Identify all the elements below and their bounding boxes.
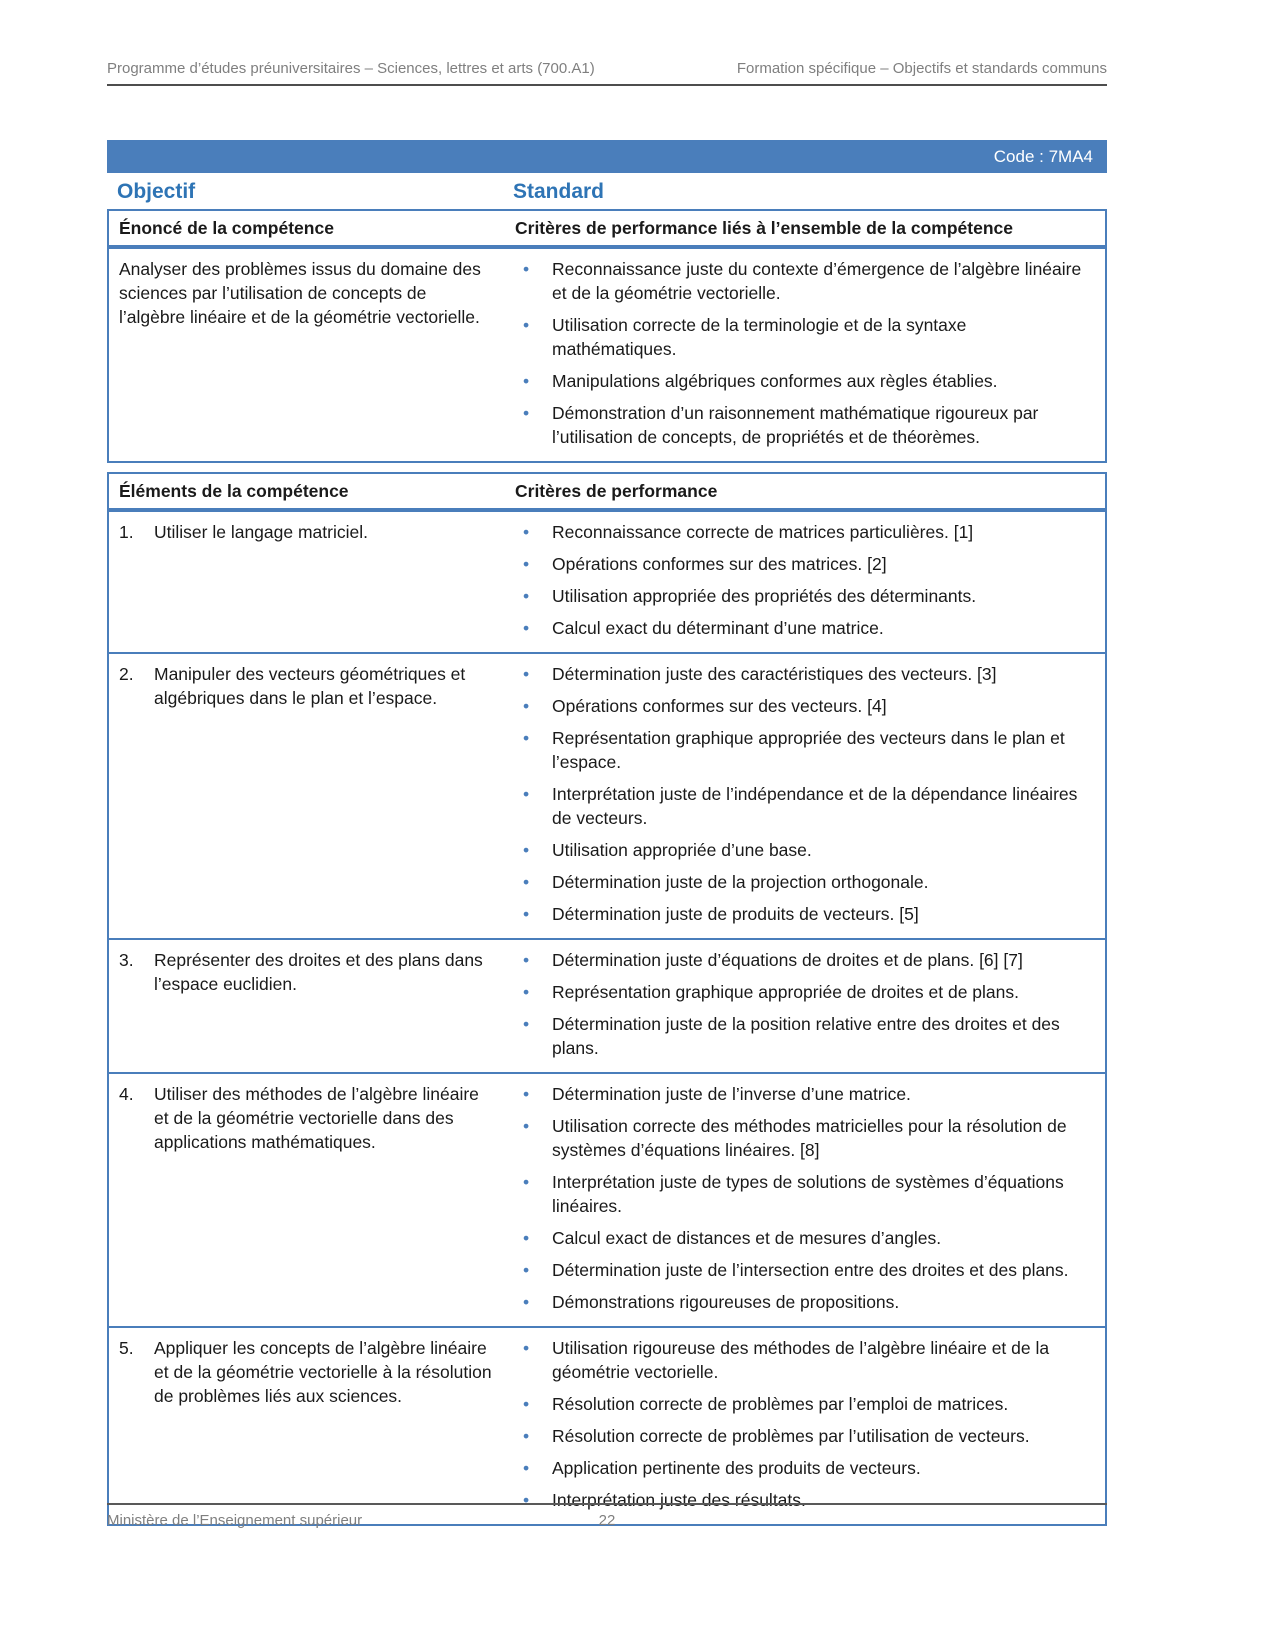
element-number: 4.	[119, 1084, 134, 1104]
criterion-item: • Utilisation correcte de la terminologie et de la syntaxe mathématiques.	[515, 313, 1095, 361]
criterion-item: • Démonstration d’un raisonnement mathématique rigoureux par l’utilisation de concepts, de propriétés et de théorèmes.	[515, 401, 1095, 449]
criteria-cell	[515, 940, 1105, 1072]
criterion-item: • Détermination juste de l’intersection entre des droites et des plans.	[515, 1258, 1095, 1282]
criterion-item: • Reconnaissance juste du contexte d’émergence de l’algèbre linéaire et de la géométrie vectorielle.	[515, 257, 1095, 305]
page-content	[107, 0, 1107, 1526]
criteria-cell	[515, 1074, 1105, 1326]
competence-table-header	[109, 211, 1105, 247]
element-row-2	[109, 652, 1105, 938]
criterion-item: • Utilisation rigoureuse des méthodes de l’algèbre linéaire et de la géométrie vectorielle.	[515, 1336, 1095, 1384]
code-bar	[107, 140, 1107, 173]
enonce-cell: Analyser des problèmes issus du domaine des sciences par l’utilisation de concepts de l’algèbre linéaire et de la géométrie vectorielle.	[119, 259, 481, 327]
criterion-item: • Résolution correcte de problèmes par l’emploi de matrices.	[515, 1392, 1095, 1416]
criteria-cell	[515, 1328, 1105, 1524]
column-titles-row	[107, 173, 1107, 209]
criterion-item: • Utilisation appropriée des propriétés des déterminants.	[515, 584, 1095, 608]
criteria-list	[515, 948, 1095, 1060]
criterion-item: • Opérations conformes sur des vecteurs. [4]	[515, 694, 1095, 718]
competence-table	[107, 209, 1107, 463]
element-row-1	[109, 510, 1105, 652]
element-text: Utiliser le langage matriciel.	[154, 522, 368, 542]
criteres-ensemble-cell	[515, 249, 1105, 461]
criterion-item: • Manipulations algébriques conformes aux règles établies.	[515, 369, 1095, 393]
element-cell	[109, 1074, 515, 1326]
criterion-item: • Reconnaissance correcte de matrices particulières. [1]	[515, 520, 1095, 544]
criterion-item: • Détermination juste de la projection orthogonale.	[515, 870, 1095, 894]
criteria-list	[515, 662, 1095, 926]
element-text: Appliquer les concepts de l’algèbre linéaire et de la géométrie vectorielle à la résolution de problèmes liés aux sciences.	[154, 1338, 492, 1406]
criteria-list	[515, 1082, 1095, 1314]
element-cell	[109, 654, 515, 938]
element-row-5	[109, 1326, 1105, 1524]
criterion-item: • Détermination juste de la position relative entre des droites et des plans.	[515, 1012, 1095, 1060]
criterion-item: • Démonstrations rigoureuses de propositions.	[515, 1290, 1095, 1314]
elements-header-cell: Éléments de la compétence	[119, 481, 349, 501]
enonce-header-cell: Énoncé de la compétence	[119, 218, 334, 238]
element-row-3	[109, 938, 1105, 1072]
criterion-item: • Détermination juste des caractéristiques des vecteurs. [3]	[515, 662, 1095, 686]
criterion-item: • Utilisation appropriée d’une base.	[515, 838, 1095, 862]
criterion-item: • Calcul exact du déterminant d’une matrice.	[515, 616, 1095, 640]
element-cell	[109, 512, 515, 652]
criterion-item: • Calcul exact de distances et de mesures d’angles.	[515, 1226, 1095, 1250]
criterion-item: • Représentation graphique appropriée des vecteurs dans le plan et l’espace.	[515, 726, 1095, 774]
criterion-item: • Détermination juste d’équations de droites et de plans. [6] [7]	[515, 948, 1095, 972]
element-cell	[109, 940, 515, 1072]
criterion-item: • Interprétation juste des résultats.	[515, 1488, 1095, 1512]
criterion-item: • Résolution correcte de problèmes par l’utilisation de vecteurs.	[515, 1424, 1095, 1448]
criterion-item: • Interprétation juste de l’indépendance et de la dépendance linéaires de vecteurs.	[515, 782, 1095, 830]
running-header	[107, 0, 1107, 86]
criteria-list	[515, 1336, 1095, 1512]
criterion-item: • Détermination juste de l’inverse d’une matrice.	[515, 1082, 1095, 1106]
criteres-ensemble-header-cell: Critères de performance liés à l’ensemble de la compétence	[515, 218, 1013, 238]
elements-table	[107, 472, 1107, 1526]
header-right-text: Formation spécifique – Objectifs et standards communs	[736, 60, 1107, 77]
criterion-item: • Application pertinente des produits de vecteurs.	[515, 1456, 1095, 1480]
elements-table-header	[109, 474, 1105, 510]
page-number: 22	[598, 1512, 616, 1529]
standard-heading: Standard	[513, 180, 605, 203]
objectif-heading: Objectif	[117, 180, 196, 203]
criterion-item: • Opérations conformes sur des matrices. [2]	[515, 552, 1095, 576]
code-label: Code : 7MA4	[993, 146, 1093, 166]
criteria-list	[515, 257, 1095, 449]
criterion-item: • Détermination juste de produits de vecteurs. [5]	[515, 902, 1095, 926]
header-left-text: Programme d’études préuniversitaires – Sciences, lettres et arts (700.A1)	[107, 60, 595, 77]
element-text: Représenter des droites et des plans dans l’espace euclidien.	[154, 950, 483, 994]
criterion-item: • Représentation graphique appropriée de droites et de plans.	[515, 980, 1095, 1004]
element-number: 5.	[119, 1338, 134, 1358]
competence-row	[109, 247, 1105, 461]
criteria-cell	[515, 654, 1105, 938]
element-text: Utiliser des méthodes de l’algèbre linéaire et de la géométrie vectorielle dans des applications mathématiques.	[154, 1084, 479, 1152]
criterion-item: • Interprétation juste de types de solutions de systèmes d’équations linéaires.	[515, 1170, 1095, 1218]
element-cell	[109, 1328, 515, 1524]
criteria-list	[515, 520, 1095, 640]
element-number: 2.	[119, 664, 134, 684]
element-number: 3.	[119, 950, 134, 970]
element-number: 1.	[119, 522, 134, 542]
element-text: Manipuler des vecteurs géométriques et algébriques dans le plan et l’espace.	[154, 664, 466, 708]
criteria-cell	[515, 512, 1105, 652]
running-footer	[107, 1503, 1107, 1529]
criterion-item: • Utilisation correcte des méthodes matricielles pour la résolution de systèmes d’équations linéaires. [8]	[515, 1114, 1095, 1162]
footer-left-text: Ministère de l’Enseignement supérieur	[107, 1512, 363, 1529]
criteres-header-cell: Critères de performance	[515, 481, 718, 501]
element-row-4	[109, 1072, 1105, 1326]
